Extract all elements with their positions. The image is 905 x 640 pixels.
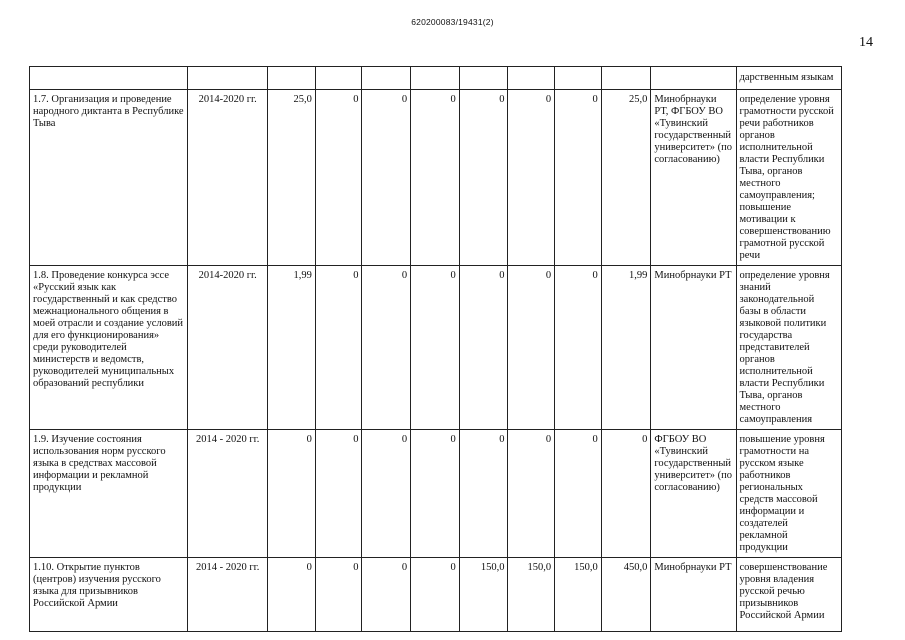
year-cell: 0 bbox=[315, 430, 362, 558]
year-cell: 0 bbox=[362, 430, 411, 558]
period-cell: 2014-2020 гг. bbox=[188, 266, 268, 430]
year-cell: 0 bbox=[362, 558, 411, 632]
year-cell: 0 bbox=[508, 90, 555, 266]
total-cell: 0 bbox=[268, 430, 316, 558]
year-cell: 0 bbox=[459, 266, 508, 430]
table-row bbox=[30, 558, 842, 632]
table-row-continuation bbox=[30, 67, 842, 90]
year-cell: 1,99 bbox=[601, 266, 651, 430]
period-cell: 2014 - 2020 гг. bbox=[188, 430, 268, 558]
year-cell: 450,0 bbox=[601, 558, 651, 632]
activity-name-cell: 1.10. Открытие пунктов (центров) изучения русского языка для призывников Российской Армии bbox=[30, 558, 188, 632]
year-cell: 0 bbox=[411, 90, 460, 266]
year-cell: 0 bbox=[362, 90, 411, 266]
year-cell: 150,0 bbox=[555, 558, 602, 632]
year-cell: 0 bbox=[555, 90, 602, 266]
year-cell: 0 bbox=[601, 430, 651, 558]
year-cell: 0 bbox=[411, 430, 460, 558]
executor-cell: Минобрнауки РТ bbox=[651, 558, 736, 632]
executor-cell: Минобрнауки РТ bbox=[651, 266, 736, 430]
result-cell: определение уровня знаний законодательной базы в области языковой политики государства представителей органов исполнительной власти Республики Тыва, органов местного самоуправления bbox=[736, 266, 841, 430]
year-cell: 0 bbox=[555, 266, 602, 430]
year-cell: 0 bbox=[315, 90, 362, 266]
executor-cell: ФГБОУ ВО «Тувинский государственный университет» (по согласованию) bbox=[651, 430, 736, 558]
year-cell: 0 bbox=[315, 266, 362, 430]
total-cell: 25,0 bbox=[268, 90, 316, 266]
activity-name-cell: 1.8. Проведение конкурса эссе «Русский язык как государственный и как средство межнационального общения в моей отрасли и создание условий для его функционирования» среди руководителей министерств и ведомств, руководителей муниципальных образований республики bbox=[30, 266, 188, 430]
year-cell: 0 bbox=[362, 266, 411, 430]
period-cell: 2014-2020 гг. bbox=[188, 90, 268, 266]
year-cell: 0 bbox=[411, 266, 460, 430]
activity-name-cell: 1.7. Организация и проведение народного диктанта в Республике Тыва bbox=[30, 90, 188, 266]
year-cell: 0 bbox=[459, 430, 508, 558]
year-cell: 150,0 bbox=[459, 558, 508, 632]
year-cell: 150,0 bbox=[508, 558, 555, 632]
year-cell: 0 bbox=[411, 558, 460, 632]
period-cell: 2014 - 2020 гг. bbox=[188, 558, 268, 632]
table-row bbox=[30, 90, 842, 266]
result-cell: совершенствование уровня владения русской речью призывников Российской Армии bbox=[736, 558, 841, 632]
table-row bbox=[30, 266, 842, 430]
program-table bbox=[29, 66, 842, 632]
total-cell: 0 bbox=[268, 558, 316, 632]
total-cell: 1,99 bbox=[268, 266, 316, 430]
year-cell: 0 bbox=[459, 90, 508, 266]
table-row bbox=[30, 430, 842, 558]
result-cell: определение уровня грамотности русской речи работников органов исполнительной власти Республики Тыва, органов местного самоуправления; повышение мотивации к совершенствованию грамотной русской речи bbox=[736, 90, 841, 266]
activity-name-cell: 1.9. Изучение состояния использования норм русского языка в средствах массовой информации и рекламной продукции bbox=[30, 430, 188, 558]
result-cell: дарственным языкам bbox=[736, 67, 841, 90]
result-cell: повышение уровня грамотности на русском языке работников региональных средств массовой информации и создателей рекламной продукции bbox=[736, 430, 841, 558]
year-cell: 0 bbox=[315, 558, 362, 632]
year-cell: 0 bbox=[555, 430, 602, 558]
year-cell: 0 bbox=[508, 430, 555, 558]
page-number: 14 bbox=[859, 35, 873, 50]
year-cell: 0 bbox=[508, 266, 555, 430]
document-id: 620200083/19431(2) bbox=[411, 17, 494, 27]
year-cell: 25,0 bbox=[601, 90, 651, 266]
executor-cell: Минобрнауки РТ, ФГБОУ ВО «Тувинский государственный университет» (по согласованию) bbox=[651, 90, 736, 266]
